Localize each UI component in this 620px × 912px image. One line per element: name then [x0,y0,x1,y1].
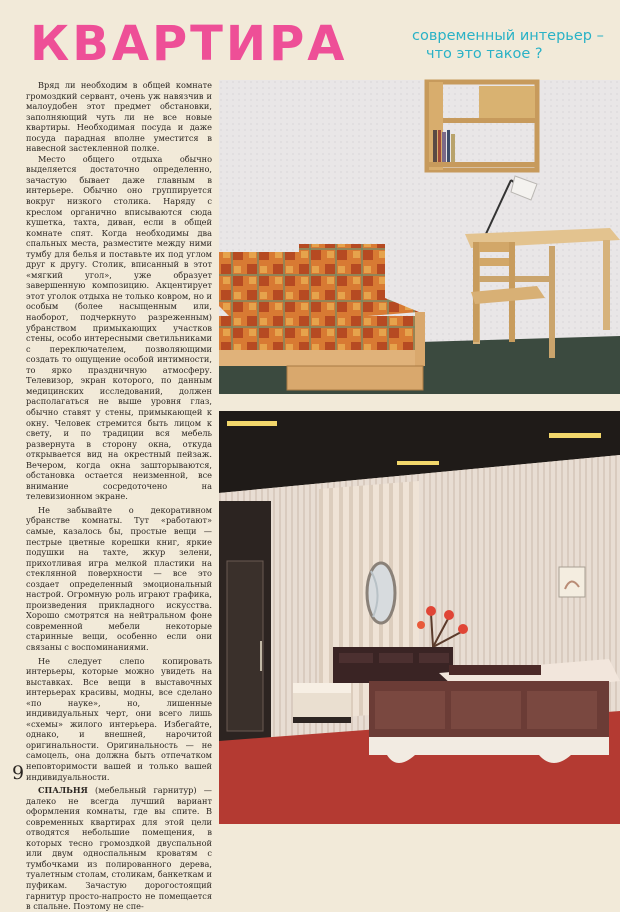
bedroom-photo [219,411,620,824]
bedroom-photo-illustration [219,411,620,824]
subtitle-line-1: современный интерьер – [412,28,604,44]
subtitle-line-2: что это такое ? [426,46,543,62]
bedroom-lead-word: СПАЛЬНЯ [38,785,88,796]
masthead [0,0,620,78]
dresser [333,647,453,683]
bedroom-paragraph-text: (мебельный гарнитур) — далеко не всегда лучший вариант оформления комнаты, где вы спите. В современных квартирах для этой цели отводятся небольшие помещения, в которых тесно громоздкой двуспальной или двум односпальным кроватям с тумбочками из полированного дерева, туалетным столам, столикам, банкеткам и пуфикам. Зачастую дорогостоящий гарнитур просто-напросто не помещается в спальне. Поэтому не спе- [26,785,212,912]
wardrobe [219,501,271,741]
mirror [367,563,395,623]
living-room-photo [219,80,620,394]
page-number: 9 [12,762,25,784]
article-text-column [26,80,212,912]
living-room-photo-illustration [219,80,620,394]
article-paragraph-bedroom [26,785,212,912]
article-paragraph: Вряд ли необходим в общей комнате громоздкий сервант, очень уж навязчив и малоудобен этот предмет обстановки, заполняющий чуть ли не все новые квартиры. Необходимая посуда и даже посуда парадная вполне уместится в навесной застекленной полке. [26,80,212,154]
pouf [293,683,351,723]
article-paragraph: Место общего отдыха обычно выделяется достаточно определенно, зачастую бывает даже главным в интерьере. Обычно оно группируется вокруг низкого столика. Наряду с креслом органично вписываются сюда кушетка, тахта, диван, если в общей комнате спят. Когда необходимы два спальных места, разместите между ними тумбу для белья и поставьте их под углом друг к другу. Столик, вписанный в этот «мягкий угол», уже образует завершенную композицию. Акцентирует этот уголок отдыха не только ковром, но и особым (более насыщенным или, наоборот, подчеркнуто разреженным) убранством примыкающих участков стены, особо интересными светильниками с переключателем, позволяющими создать то ощущение особой интимности, то ярко праздничную атмосферу. Телевизор, экран которого, по данным медицинских исследований, должен располагаться не выше уровня глаз, обычно ставят у стены, примыкающей к окну. Человек стремится быть лицом к свету, и по традиции вся мебель развернута в сторону окна, откуда открывается вид на окрестный пейзаж. Вечером, когда окна зашторываются, обстановка остается неизменной, все внимание сосредоточено на телевизионном экране. [26,153,212,502]
section-subtitle [412,27,612,63]
article-paragraph: Не следует слепо копировать интерьеры, которые можно увидеть на выставках. Все вещи в выставочных интерьерах красивы, модны, все сделано «по науке», но, лишенные индивидуальных черт, они всего лишь «схемы» жилого интерьера. Избегайте, однако, и внешней, нарочитой оригинальности. Оригинальность — не самоцель, она должна быть отпечатком неповторимости вашей и только вашей индивидуальности. [26,655,212,782]
wall-picture [559,567,585,597]
article-paragraph: Не забывайте о декоративном убранстве комнаты. Тут «работают» самые, казалось бы, простые вещи — пестрые цветные корешки книг, яркие подушки на тахте, жкур зелени, прихотливая игра мелкой пластики на стеклянной поверхности — все это создает определенный эмоциональный настрой. Огромную роль играют графика, произведения прикладного искусства. Хорошо смотрятся на нейтральном фоне современной мебели некоторые старинные вещи, особенно если они связаны с воспоминаниями. [26,504,212,652]
magazine-section-title: КВАРТИРА [30,16,348,72]
